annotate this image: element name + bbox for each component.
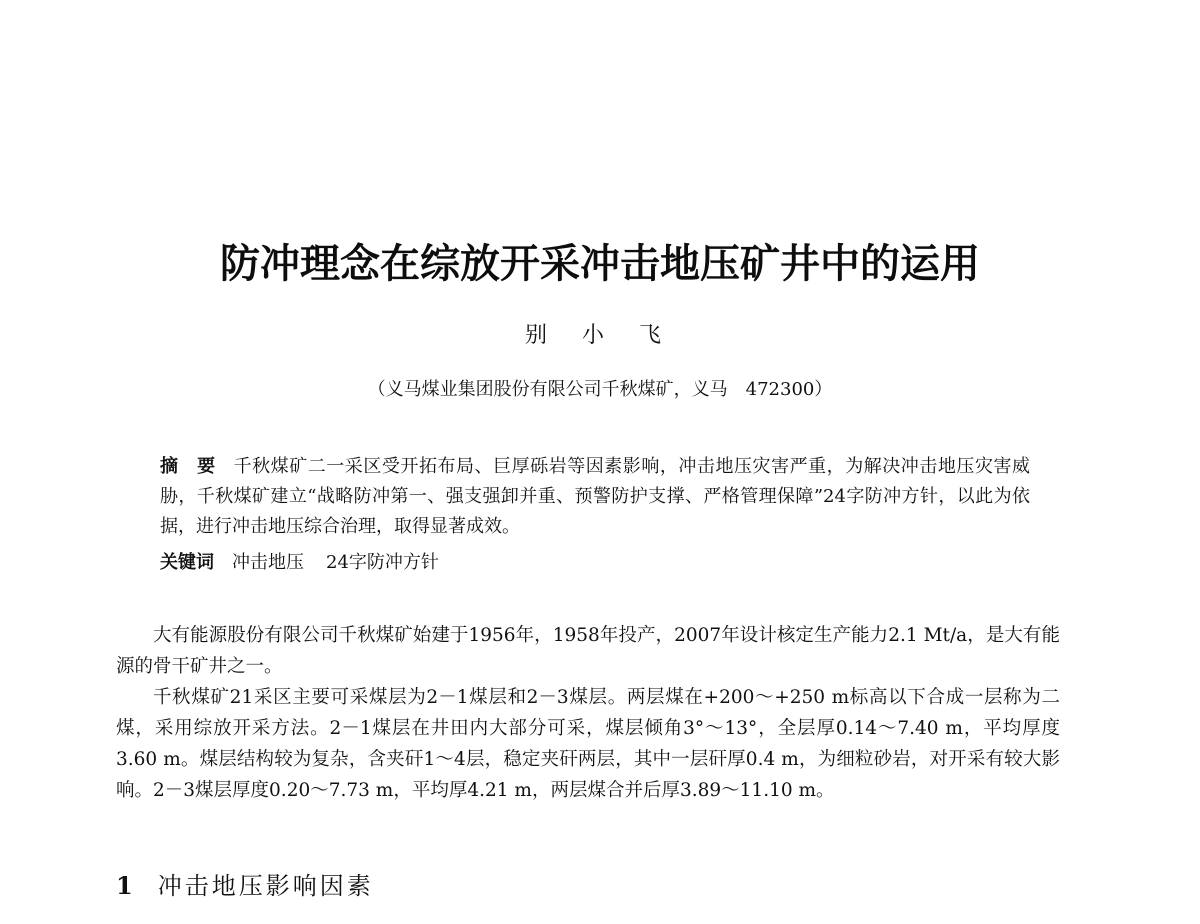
section-heading (116, 866, 374, 901)
keywords-label: 关键词 (160, 552, 214, 573)
body-text (116, 620, 1060, 806)
section-title: 冲击地压影响因素 (157, 872, 374, 900)
abstract-label: 摘 要 (160, 456, 216, 477)
paper-title: 防冲理念在综放开采冲击地压矿井中的运用 (220, 241, 980, 287)
keyword-item: 24字防冲方针 (326, 552, 439, 573)
author-affiliation: （义马煤业集团股份有限公司千秋煤矿，义马 472300） (367, 379, 833, 400)
section-number: 1 (116, 871, 136, 900)
keywords (160, 548, 1030, 578)
author-name: 别 小 飞 (525, 323, 675, 348)
body-paragraph: 大有能源股份有限公司千秋煤矿始建于1956年，1958年投产，2007年设计核定生产能力2.1 Mt/a，是大有能源的骨干矿井之一。 (116, 625, 1060, 677)
abstract-text: 千秋煤矿二一采区受开拓布局、巨厚砾岩等因素影响，冲击地压灾害严重，为解决冲击地压灾害威胁，千秋煤矿建立“战略防冲第一、强支强卸并重、预警防护支撑、严格管理保障”24字防冲方针，以此为依据，进行冲击地压综合治理，取得显著成效。 (160, 456, 1031, 537)
abstract (160, 452, 1030, 542)
keyword-item: 冲击地压 (232, 552, 304, 573)
body-paragraph: 千秋煤矿21采区主要可采煤层为2－1煤层和2－3煤层。两层煤在+200～+250 m标高以下合成一层称为二煤，采用综放开采方法。2－1煤层在井田内大部分可采，煤层倾角3°～13°，全层厚0.14～7.40 m，平均厚度3.60 m。煤层结构较为复杂，含夹矸1～4层，稳定夹矸两层，其中一层矸厚0.4 m，为细粒砂岩，对开采有较大影响。2－3煤层厚度0.20～7.73 m，平均厚4.21 m，两层煤合并后厚3.89～11.10 m。 (116, 687, 1060, 801)
